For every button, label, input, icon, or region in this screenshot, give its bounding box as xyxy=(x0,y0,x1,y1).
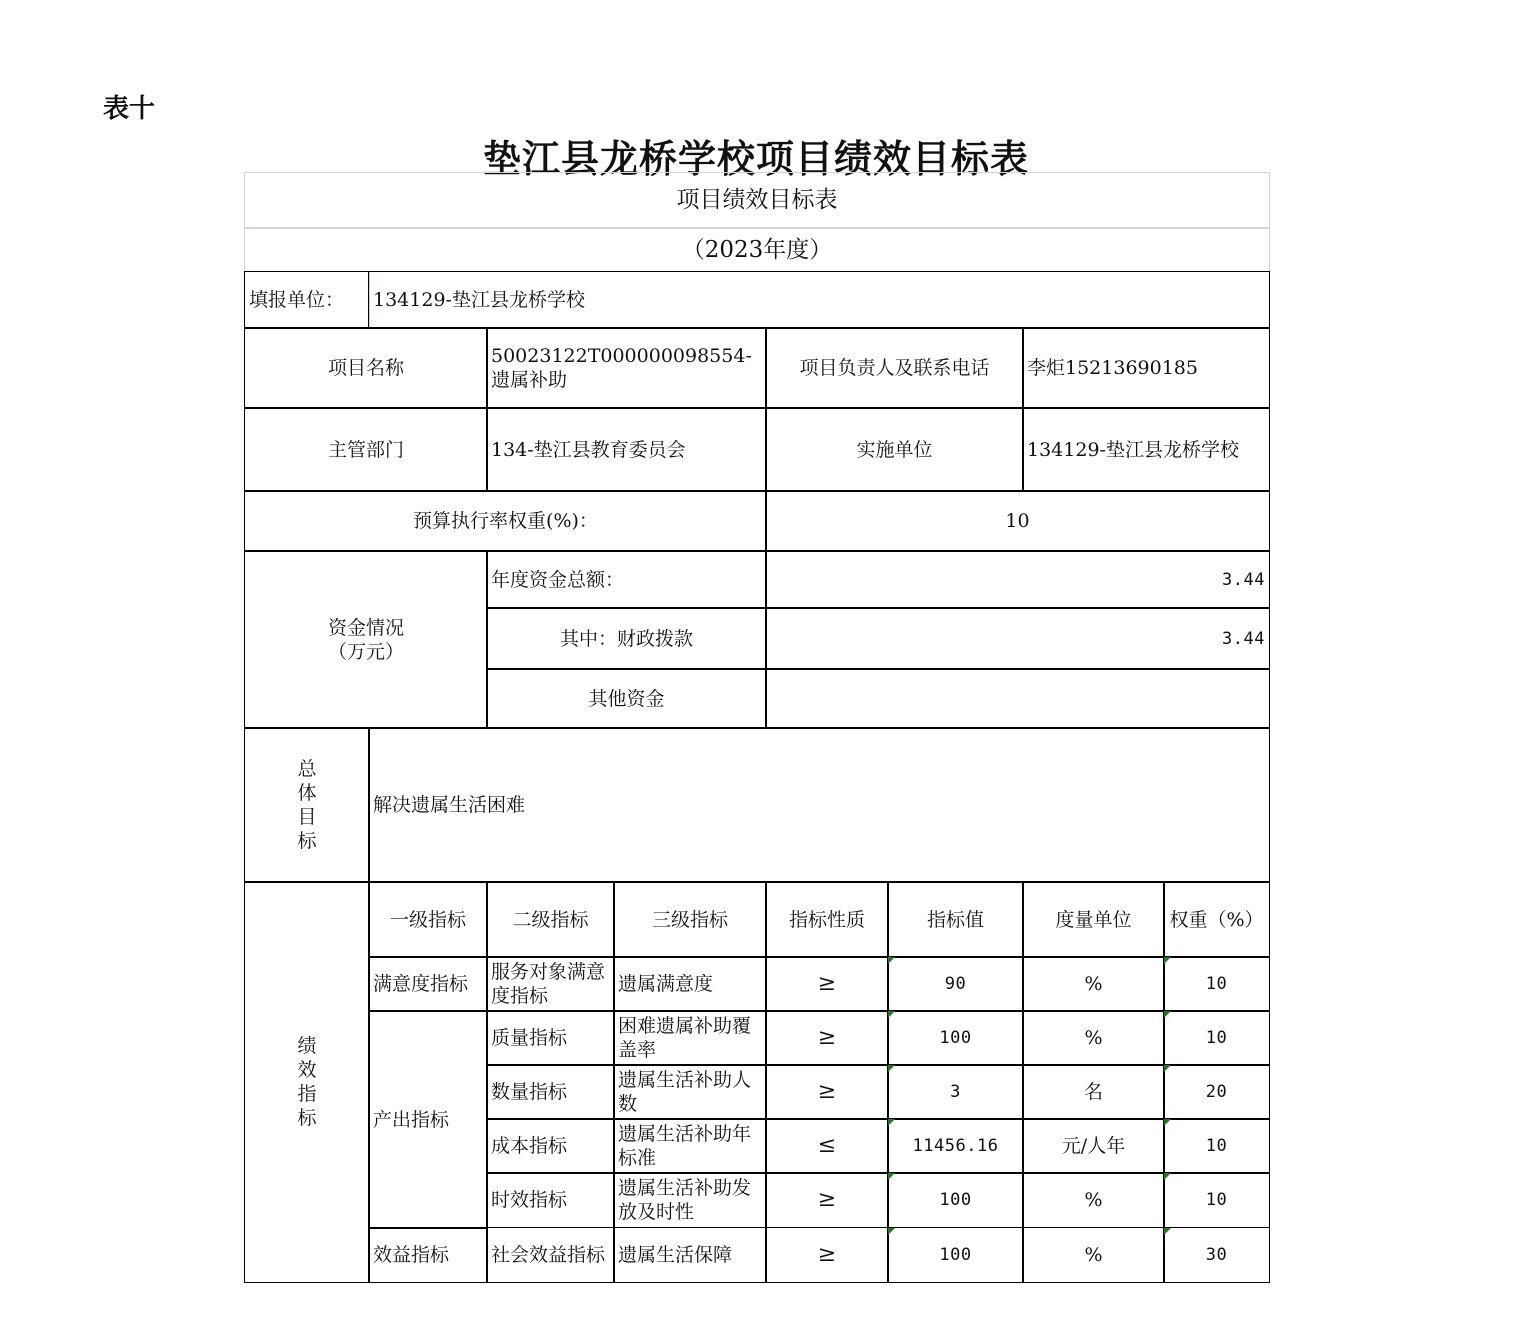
level1-benefit xyxy=(368,1227,488,1283)
header-weight xyxy=(1163,881,1270,958)
row-1-level2-text: 质量指标 xyxy=(491,1027,568,1049)
project-lead-value-text: 李炬15213690185 xyxy=(1027,357,1198,379)
row-5-level2-text: 社会效益指标 xyxy=(491,1244,606,1266)
header-level3 xyxy=(613,881,767,958)
reporting-unit-value-text: 134129-垫江县龙桥学校 xyxy=(373,289,585,311)
row-3-value xyxy=(887,1118,1024,1174)
row-4-weight-text: 10 xyxy=(1205,1190,1228,1210)
dept-value xyxy=(486,407,767,492)
row-5-level3-text: 遗属生活保障 xyxy=(618,1244,733,1266)
row-3-level3 xyxy=(613,1118,767,1174)
row-3-nature xyxy=(765,1118,889,1174)
row-2-value-text: 3 xyxy=(950,1082,961,1102)
fiscal-label-text: 其中：财政拨款 xyxy=(559,627,693,650)
row-5-weight-text: 30 xyxy=(1205,1245,1228,1265)
row-2-nature-text: ≥ xyxy=(817,1079,837,1104)
row-3-level2-text: 成本指标 xyxy=(491,1135,568,1157)
level1-output-text: 产出指标 xyxy=(373,1108,450,1131)
row-2-unit-text: 名 xyxy=(1083,1081,1103,1103)
project-name-label xyxy=(244,327,488,409)
row-2-level3 xyxy=(613,1064,767,1120)
annual-total-label-text: 年度资金总额： xyxy=(491,568,625,591)
row-4-nature-text: ≥ xyxy=(817,1187,837,1212)
row-5-unit xyxy=(1022,1227,1165,1283)
row-3-unit-text: 元/人年 xyxy=(1061,1135,1126,1157)
dept-label-text: 主管部门 xyxy=(327,438,404,461)
row-2-level2-text: 数量指标 xyxy=(491,1081,568,1103)
row-0-value xyxy=(887,956,1024,1012)
row-3-nature-text: ≤ xyxy=(817,1133,837,1158)
table-number: 表十 xyxy=(103,94,156,124)
row-1-level3 xyxy=(613,1010,767,1066)
header-level1 xyxy=(368,881,488,958)
row-2-level2 xyxy=(486,1064,615,1120)
header-value-text: 指标值 xyxy=(926,908,984,931)
row-4-nature xyxy=(765,1172,889,1228)
row-3-level2 xyxy=(486,1118,615,1174)
level1-satisfaction-text: 满意度指标 xyxy=(373,973,469,995)
impl-unit-value xyxy=(1022,407,1270,492)
header-level3-text: 三级指标 xyxy=(651,908,728,931)
row-3-weight-text: 10 xyxy=(1205,1136,1228,1156)
other-funds-label xyxy=(486,668,767,729)
overall-goal-label-text: 总体目标 xyxy=(297,758,317,852)
header-unit-text: 度量单位 xyxy=(1055,908,1132,931)
row-1-nature-text: ≥ xyxy=(817,1025,837,1050)
level1-output xyxy=(368,1010,488,1229)
indicators-label xyxy=(244,881,370,1283)
row-0-level3-text: 遗属满意度 xyxy=(618,973,714,995)
project-lead-value xyxy=(1022,327,1270,409)
budget-weight-value xyxy=(765,490,1270,552)
annual-total-value xyxy=(765,550,1270,609)
project-name-label-text: 项目名称 xyxy=(327,357,404,379)
impl-unit-label-text: 实施单位 xyxy=(856,438,933,461)
row-5-level2 xyxy=(486,1227,615,1283)
indicators-label-text: 绩效指标 xyxy=(297,1035,317,1129)
level1-benefit-text: 效益指标 xyxy=(373,1244,450,1266)
header-nature-text: 指标性质 xyxy=(788,908,865,931)
row-0-weight xyxy=(1163,956,1270,1012)
project-lead-label xyxy=(765,327,1024,409)
row-5-nature-text: ≥ xyxy=(817,1242,837,1267)
row-2-nature xyxy=(765,1064,889,1120)
row-1-weight xyxy=(1163,1010,1270,1066)
row-2-value xyxy=(887,1064,1024,1120)
row-2-unit xyxy=(1022,1064,1165,1120)
header-nature xyxy=(765,881,889,958)
row-1-unit xyxy=(1022,1010,1165,1066)
row-3-unit xyxy=(1022,1118,1165,1174)
overall-goal-label xyxy=(244,727,370,883)
row-2-level3-text: 遗属生活补助人数 xyxy=(618,1069,752,1115)
row-0-value-text: 90 xyxy=(944,974,967,994)
form-year-text: （2023年度） xyxy=(681,237,833,263)
budget-weight-label xyxy=(244,490,767,552)
row-4-value xyxy=(887,1172,1024,1228)
header-value xyxy=(887,881,1024,958)
overall-goal-value-text: 解决遗属生活困难 xyxy=(373,794,526,816)
dept-value-text: 134-垫江县教育委员会 xyxy=(491,438,686,461)
row-4-unit xyxy=(1022,1172,1165,1228)
header-unit xyxy=(1022,881,1165,958)
row-1-value xyxy=(887,1010,1024,1066)
reporting-unit-label xyxy=(244,271,370,329)
row-4-value-text: 100 xyxy=(939,1190,972,1210)
row-1-weight-text: 10 xyxy=(1205,1028,1228,1048)
form-year xyxy=(244,228,1270,272)
row-0-nature xyxy=(765,956,889,1012)
row-5-unit-text: % xyxy=(1084,1244,1103,1266)
row-2-weight-text: 20 xyxy=(1205,1082,1228,1102)
budget-weight-label-text: 预算执行率权重(%)： xyxy=(413,510,598,532)
annual-total-label xyxy=(486,550,767,609)
impl-unit-value-text: 134129-垫江县龙桥学校 xyxy=(1027,438,1239,461)
row-0-level2-text: 服务对象满意度指标 xyxy=(491,961,606,1007)
row-4-level3-text: 遗属生活补助发放及时性 xyxy=(618,1177,752,1223)
row-2-weight xyxy=(1163,1064,1270,1120)
other-funds-value xyxy=(765,668,1270,729)
reporting-unit-value xyxy=(368,271,1270,329)
fiscal-value-text: 3.44 xyxy=(1222,628,1265,649)
other-funds-label-text: 其他资金 xyxy=(588,687,665,710)
annual-total-value-text: 3.44 xyxy=(1222,569,1265,590)
project-lead-label-text: 项目负责人及联系电话 xyxy=(799,357,990,379)
row-0-unit-text: % xyxy=(1084,973,1103,995)
row-4-weight xyxy=(1163,1172,1270,1228)
row-0-weight-text: 10 xyxy=(1205,974,1228,994)
row-1-level3-text: 困难遗属补助覆盖率 xyxy=(618,1015,752,1061)
funds-label xyxy=(244,550,488,729)
row-4-level3 xyxy=(613,1172,767,1228)
form-subtitle-text: 项目绩效目标表 xyxy=(676,187,838,213)
row-1-value-text: 100 xyxy=(939,1028,972,1048)
budget-weight-value-text: 10 xyxy=(1005,510,1030,532)
row-0-level2 xyxy=(486,956,615,1012)
row-4-unit-text: % xyxy=(1084,1189,1103,1211)
impl-unit-label xyxy=(765,407,1024,492)
page-title: 垫江县龙桥学校项目绩效目标表 xyxy=(482,136,1029,181)
project-name-value xyxy=(486,327,767,409)
row-3-level3-text: 遗属生活补助年标准 xyxy=(618,1123,752,1169)
row-5-value-text: 100 xyxy=(939,1245,972,1265)
row-4-level2 xyxy=(486,1172,615,1228)
project-name-value-text: 50023122T000000098554-遗属补助 xyxy=(491,345,752,391)
row-1-nature xyxy=(765,1010,889,1066)
header-level1-text: 一级指标 xyxy=(389,908,466,931)
row-5-weight xyxy=(1163,1227,1270,1283)
row-5-nature xyxy=(765,1227,889,1283)
row-0-nature-text: ≥ xyxy=(817,971,837,996)
row-1-unit-text: % xyxy=(1084,1027,1103,1049)
form-subtitle xyxy=(244,172,1270,228)
dept-label xyxy=(244,407,488,492)
header-weight-text: 权重（%） xyxy=(1169,908,1264,931)
reporting-unit-label-text: 填报单位： xyxy=(249,289,345,311)
row-3-weight xyxy=(1163,1118,1270,1174)
level1-satisfaction xyxy=(368,956,488,1012)
fiscal-value xyxy=(765,607,1270,670)
row-0-unit xyxy=(1022,956,1165,1012)
header-level2 xyxy=(486,881,615,958)
row-5-value xyxy=(887,1227,1024,1283)
funds-label-text: 资金情况 （万元） xyxy=(327,616,404,663)
header-level2-text: 二级指标 xyxy=(512,908,589,931)
row-5-level3 xyxy=(613,1227,767,1283)
row-1-level2 xyxy=(486,1010,615,1066)
fiscal-label xyxy=(486,607,767,670)
overall-goal-value xyxy=(368,727,1270,883)
row-0-level3 xyxy=(613,956,767,1012)
row-3-value-text: 11456.16 xyxy=(912,1136,999,1156)
row-4-level2-text: 时效指标 xyxy=(491,1189,568,1211)
